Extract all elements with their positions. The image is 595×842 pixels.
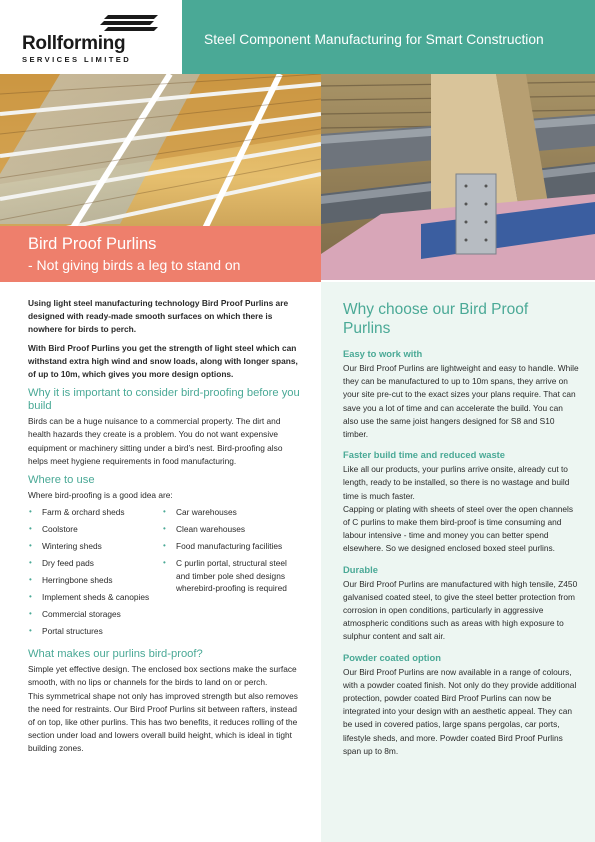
list-item: • Herringbone sheds [28, 574, 162, 587]
list-item: • Wintering sheds [28, 540, 162, 553]
right-column [343, 300, 579, 758]
photo-purlin-connection [321, 74, 595, 280]
use-list-col-2 [162, 506, 302, 642]
use-list-col-1 [28, 506, 162, 642]
body-what-makes-bird-proof-1: Simple yet effective design. The enclosed box sections make the surface smooth, with no lips or channels for the birds to land on or perch. [28, 664, 297, 688]
list-item: • Farm & orchard sheds [28, 506, 162, 519]
list-item: • Car warehouses [162, 506, 302, 519]
list-item: • Clean warehouses [162, 523, 302, 536]
list-item: • Food manufacturing facilities [162, 540, 302, 553]
heading-what-makes-bird-proof: What makes our purlins bird-proof? [28, 648, 203, 661]
tagline-bar [182, 0, 595, 74]
page-title: Bird Proof Purlins [28, 235, 157, 253]
where-to-use-intro: Where bird-proofing is a good idea are: [28, 490, 173, 501]
list-item: • Portal structures [28, 625, 162, 638]
list-item: • Dry feed pads [28, 557, 162, 570]
list-item: • C purlin portal, structural steel and timber pole shed designs wherebird-proofing is required [162, 557, 302, 595]
title-band [0, 226, 321, 282]
heading-why-choose: Why choose our Bird Proof Purlins [343, 301, 529, 337]
body-faster-build-1: Like all our products, your purlins arrive onsite, already cut to length, ready to be installed, so there is no wastage and build time is much faster. [343, 464, 570, 501]
left-column [28, 297, 302, 756]
intro-paragraph-2: With Bird Proof Purlins you get the strength of light steel which can withstand extra high wind and snow loads, along with longer spans, of up to 10m, which gives you more design options. [28, 342, 298, 380]
heading-why-bird-proofing: Why it is important to consider bird-proofing before you build [28, 387, 300, 413]
body-durable: Our Bird Proof Purlins are manufactured with high tensile, Z450 galvanised coated steel, to give the steel better protection from corrosion in open conditions, particularly in aggressive atmospheric conditions such as areas with high exposure to sulphur content and salt air. [343, 578, 578, 642]
body-why-bird-proofing: Birds can be a huge nuisance to a commercial property. The dirt and health hazards they create is a problem. You do not want expensive equipment or machinery sitting under a bird’s nest. Bird-proofing also helps meet hygiene requirements in food manufacturing. [28, 416, 283, 466]
logo-subtitle: SERVICES LIMITED [22, 55, 132, 64]
list-item: • Implement sheds & canopies [28, 591, 162, 604]
body-easy-to-work-with: Our Bird Proof Purlins are lightweight and easy to handle. While they can be manufactured to up to 10m spans, they arrive on your site pre-cut to the exact sizes your plans require. That can save you a lot of time and can accelerate the build. You can also use the same joist hangers designed for S8 and S10 timber. [343, 363, 579, 440]
logo-name: Rollforming [22, 33, 126, 54]
heading-where-to-use: Where to use [28, 474, 95, 487]
body-what-makes-bird-proof-2: This symmetrical shape not only has improved strength but also removes the need for restraints. Our Bird Proof Purlins sit between rafters, instead of on top, like other purlins. This has two benefits, it reduces rolling of the section under load and lowers overall build height, which is ideal in tight building zones. [28, 690, 298, 754]
intro-paragraph-1: Using light steel manufacturing technology Bird Proof Purlins are designed with ready-made smooth surfaces on which there is nowhere for birds to perch. [28, 298, 289, 335]
body-faster-build-2: Capping or plating with sheets of steel over the open channels of C purlins to make them bird-proof is time consuming and labour intensive - time and money you can better spend elsewhere. So we designed enclosed boxed steel purlins. [343, 503, 574, 554]
list-item: • Commercial storages [28, 608, 162, 621]
page-subtitle: - Not giving birds a leg to stand on [28, 257, 241, 273]
list-item: • Coolstore [28, 523, 162, 536]
tagline: Steel Component Manufacturing for Smart Construction [204, 32, 544, 47]
page-header [0, 0, 595, 74]
heading-powder-coated: Powder coated option [343, 651, 441, 663]
logo [0, 0, 182, 74]
heading-easy-to-work-with: Easy to work with [343, 348, 423, 359]
heading-durable: Durable [343, 563, 378, 575]
heading-faster-build: Faster build time and reduced waste [343, 449, 506, 461]
use-list [28, 506, 302, 642]
purlin-photo-image [321, 74, 595, 280]
body-powder-coated: Our Bird Proof Purlins are now available in a range of colours, with a powder coated finish. Not only do they provide additional protection, powder coated Bird Proof Purlins can now be integrated into your design with an aesthetic appeal. They can be used in covered patios, large spans pergolas, car ports, lifestyle sheds, and more. Powder coated Bird Proof Purlins span up to 8m. [343, 666, 577, 756]
logo-stripes-icon [100, 15, 158, 33]
